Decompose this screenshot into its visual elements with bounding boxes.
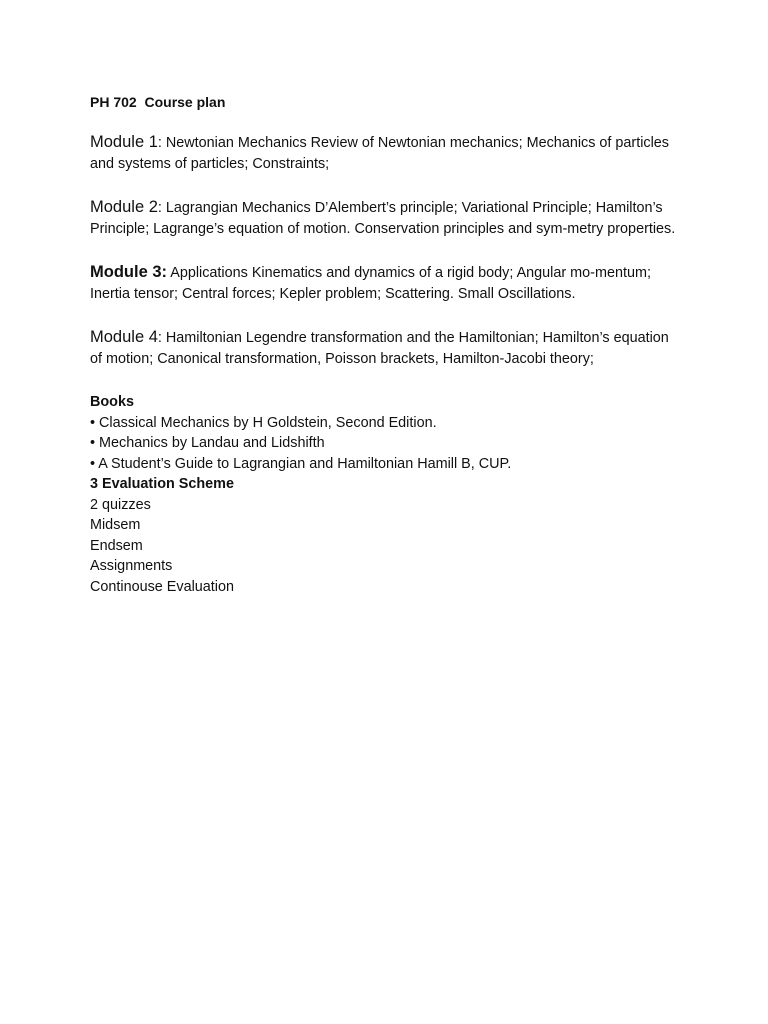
module-1-text: Newtonian Mechanics Review of Newtonian mechanics; Mechanics of particles and systems of particles; Constraints; bbox=[90, 135, 669, 172]
module-2 bbox=[90, 197, 680, 240]
module-4 bbox=[90, 327, 680, 370]
module-2-separator: : bbox=[157, 200, 166, 216]
evaluation-heading: 3 Evaluation Scheme bbox=[90, 476, 234, 492]
document-title: PH 702 Course plan bbox=[90, 94, 226, 110]
books-heading: Books bbox=[90, 394, 134, 410]
evaluation-item: 2 quizzes bbox=[90, 496, 151, 513]
book-item: • Mechanics by Landau and Lidshifth bbox=[90, 435, 325, 451]
module-4-label: Module 4 bbox=[90, 328, 158, 346]
module-3 bbox=[90, 262, 680, 305]
evaluation-item: Continouse Evaluation bbox=[90, 578, 235, 595]
book-item: • Classical Mechanics by H Goldstein, Second Edition. bbox=[90, 414, 437, 431]
module-1-separator: : bbox=[157, 135, 166, 151]
evaluation-item: Assignments bbox=[90, 558, 173, 574]
module-2-label: Module 2 bbox=[90, 198, 158, 216]
module-2-text: Lagrangian Mechanics D’Alembert’s principle; Variational Principle; Hamilton’s Principle; Lagrange’s equation of motion. Conservation principles and sym-metry properties. bbox=[90, 200, 676, 237]
book-item: • A Student’s Guide to Lagrangian and Hamiltonian Hamill B, CUP. bbox=[90, 455, 512, 472]
document-page bbox=[90, 92, 680, 597]
module-3-text: Applications Kinematics and dynamics of a rigid body; Angular mo-mentum; Inertia tensor; Central forces; Kepler problem; Scattering. Small Oscillations. bbox=[90, 265, 651, 302]
evaluation-item: Midsem bbox=[90, 517, 141, 533]
module-1-label: Module 1 bbox=[90, 133, 158, 151]
module-3-label: Module 3: bbox=[90, 263, 167, 281]
module-4-separator: : bbox=[157, 330, 166, 346]
module-1 bbox=[90, 132, 680, 175]
evaluation-item: Endsem bbox=[90, 537, 143, 554]
module-4-text: Hamiltonian Legendre transformation and the Hamiltonian; Hamilton’s equation of motion; Canonical transformation, Poisson brackets, Hamilton-Jacobi theory; bbox=[90, 330, 669, 367]
